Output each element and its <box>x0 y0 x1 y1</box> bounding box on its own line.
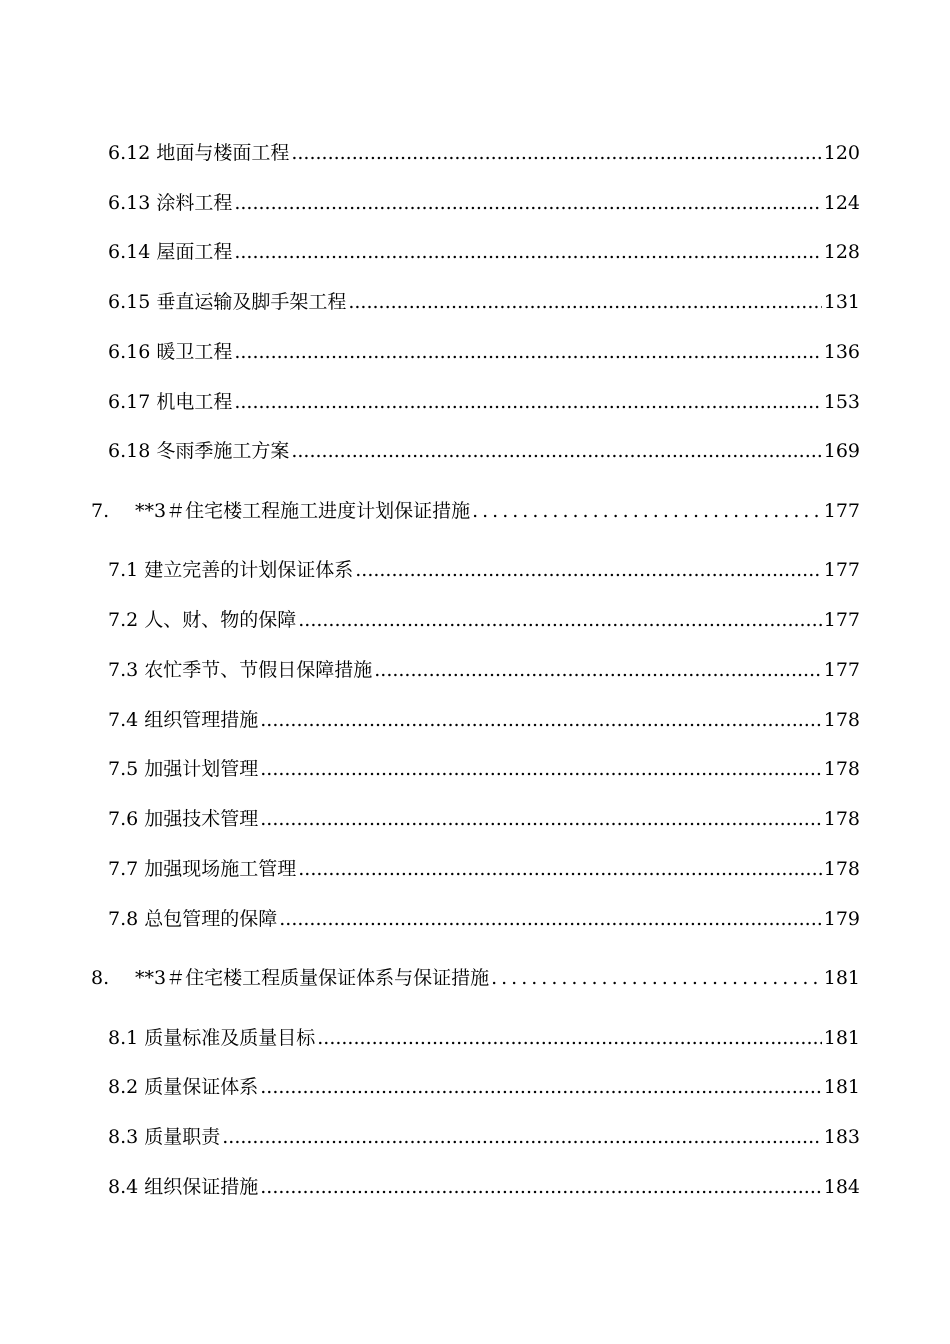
toc-entry[interactable] <box>108 337 860 364</box>
entry-number: 7.5 <box>108 758 139 780</box>
entry-title: 质量保证体系 <box>144 1076 259 1098</box>
toc-entry[interactable] <box>108 904 860 931</box>
entry-page-number: 178 <box>823 858 860 880</box>
toc-entry[interactable] <box>108 1122 860 1149</box>
entry-number: 6.15 <box>108 291 151 313</box>
dot-leader <box>234 391 821 413</box>
entry-page-number: 184 <box>823 1176 860 1198</box>
entry-title: 加强计划管理 <box>144 758 259 780</box>
entry-title: 加强现场施工管理 <box>144 858 297 880</box>
entry-page-number: 124 <box>823 192 860 214</box>
entry-number: 6.16 <box>108 341 151 363</box>
toc-entry[interactable] <box>108 237 860 264</box>
entry-title: 地面与楼面工程 <box>156 142 290 164</box>
entry-page-number: 136 <box>823 341 860 363</box>
entry-number: 7.8 <box>108 908 139 930</box>
chapter-page-number: 177 <box>823 500 860 522</box>
toc-entry[interactable] <box>108 138 860 165</box>
entry-page-number: 169 <box>823 440 860 462</box>
dot-leader <box>234 192 821 214</box>
entry-title: 屋面工程 <box>156 241 233 263</box>
entry-number: 7.4 <box>108 709 139 731</box>
toc-entry[interactable] <box>108 287 860 314</box>
entry-number: 8.4 <box>108 1176 139 1198</box>
dot-leader <box>260 1076 822 1098</box>
toc-entry[interactable] <box>108 655 860 682</box>
toc-entry[interactable] <box>108 705 860 732</box>
entry-number: 6.12 <box>108 142 151 164</box>
toc-entry[interactable] <box>108 188 860 215</box>
entry-title: 冬雨季施工方案 <box>156 440 290 462</box>
dot-leader <box>234 341 821 363</box>
entry-number: 6.14 <box>108 241 151 263</box>
entry-page-number: 131 <box>823 291 860 313</box>
toc-entry[interactable] <box>108 854 860 881</box>
dot-leader <box>260 709 822 731</box>
dot-leader <box>317 1027 822 1049</box>
entry-page-number: 183 <box>823 1126 860 1148</box>
dot-leader <box>374 659 822 681</box>
entry-title: 建立完善的计划保证体系 <box>144 559 354 581</box>
entry-title: 组织保证措施 <box>144 1176 259 1198</box>
entry-title: 组织管理措施 <box>144 709 259 731</box>
dot-leader <box>279 908 822 930</box>
entry-title: 垂直运输及脚手架工程 <box>156 291 347 313</box>
entry-title: 农忙季节、节假日保障措施 <box>144 659 373 681</box>
entry-title: 质量职责 <box>144 1126 221 1148</box>
dot-leader <box>260 758 822 780</box>
toc-chapter-entry[interactable] <box>91 963 860 990</box>
chapter-number: 8. <box>91 967 110 989</box>
dot-leader <box>355 559 822 581</box>
chapter-page-number: 181 <box>823 967 860 989</box>
entry-page-number: 181 <box>823 1027 860 1049</box>
toc-entry[interactable] <box>108 436 860 463</box>
toc-entry[interactable] <box>108 1072 860 1099</box>
entry-number: 8.1 <box>108 1027 139 1049</box>
entry-number: 6.17 <box>108 391 151 413</box>
entry-page-number: 178 <box>823 808 860 830</box>
chapter-title: **3＃住宅楼工程质量保证体系与保证措施 <box>135 967 490 989</box>
entry-title: 人、财、物的保障 <box>144 609 297 631</box>
entry-title: 涂料工程 <box>156 192 233 214</box>
entry-page-number: 177 <box>823 559 860 581</box>
toc-entry[interactable] <box>108 1172 860 1199</box>
toc-entry[interactable] <box>108 804 860 831</box>
entry-page-number: 153 <box>823 391 860 413</box>
entry-number: 7.3 <box>108 659 139 681</box>
toc-entry[interactable] <box>108 555 860 582</box>
entry-title: 总包管理的保障 <box>144 908 278 930</box>
entry-number: 7.2 <box>108 609 139 631</box>
toc-chapter-entry[interactable] <box>91 496 860 523</box>
entry-title: 机电工程 <box>156 391 233 413</box>
entry-title: 暖卫工程 <box>156 341 233 363</box>
toc-entry[interactable] <box>108 754 860 781</box>
entry-number: 7.6 <box>108 808 139 830</box>
entry-page-number: 178 <box>823 709 860 731</box>
entry-number: 8.2 <box>108 1076 139 1098</box>
entry-page-number: 181 <box>823 1076 860 1098</box>
dot-leader <box>298 609 822 631</box>
entry-title: 质量标准及质量目标 <box>144 1027 316 1049</box>
entry-number: 7.1 <box>108 559 139 581</box>
entry-page-number: 120 <box>823 142 860 164</box>
entry-number: 6.18 <box>108 440 151 462</box>
dot-leader <box>291 440 821 462</box>
entry-title: 加强技术管理 <box>144 808 259 830</box>
dot-leader <box>222 1126 822 1148</box>
dot-leader <box>260 1176 822 1198</box>
toc-entry[interactable] <box>108 605 860 632</box>
entry-page-number: 179 <box>823 908 860 930</box>
dot-leader <box>348 291 821 313</box>
chapter-number: 7. <box>91 500 110 522</box>
dot-leader <box>298 858 822 880</box>
dot-leader <box>472 500 822 522</box>
entry-page-number: 177 <box>823 659 860 681</box>
entry-number: 6.13 <box>108 192 151 214</box>
entry-number: 7.7 <box>108 858 139 880</box>
toc-entry[interactable] <box>108 1023 860 1050</box>
dot-leader <box>260 808 822 830</box>
dot-leader <box>234 241 821 263</box>
toc-entry[interactable] <box>108 387 860 414</box>
entry-number: 8.3 <box>108 1126 139 1148</box>
entry-page-number: 177 <box>823 609 860 631</box>
entry-page-number: 128 <box>823 241 860 263</box>
dot-leader <box>291 142 821 164</box>
chapter-title: **3＃住宅楼工程施工进度计划保证措施 <box>135 500 471 522</box>
entry-page-number: 178 <box>823 758 860 780</box>
dot-leader <box>491 967 822 989</box>
